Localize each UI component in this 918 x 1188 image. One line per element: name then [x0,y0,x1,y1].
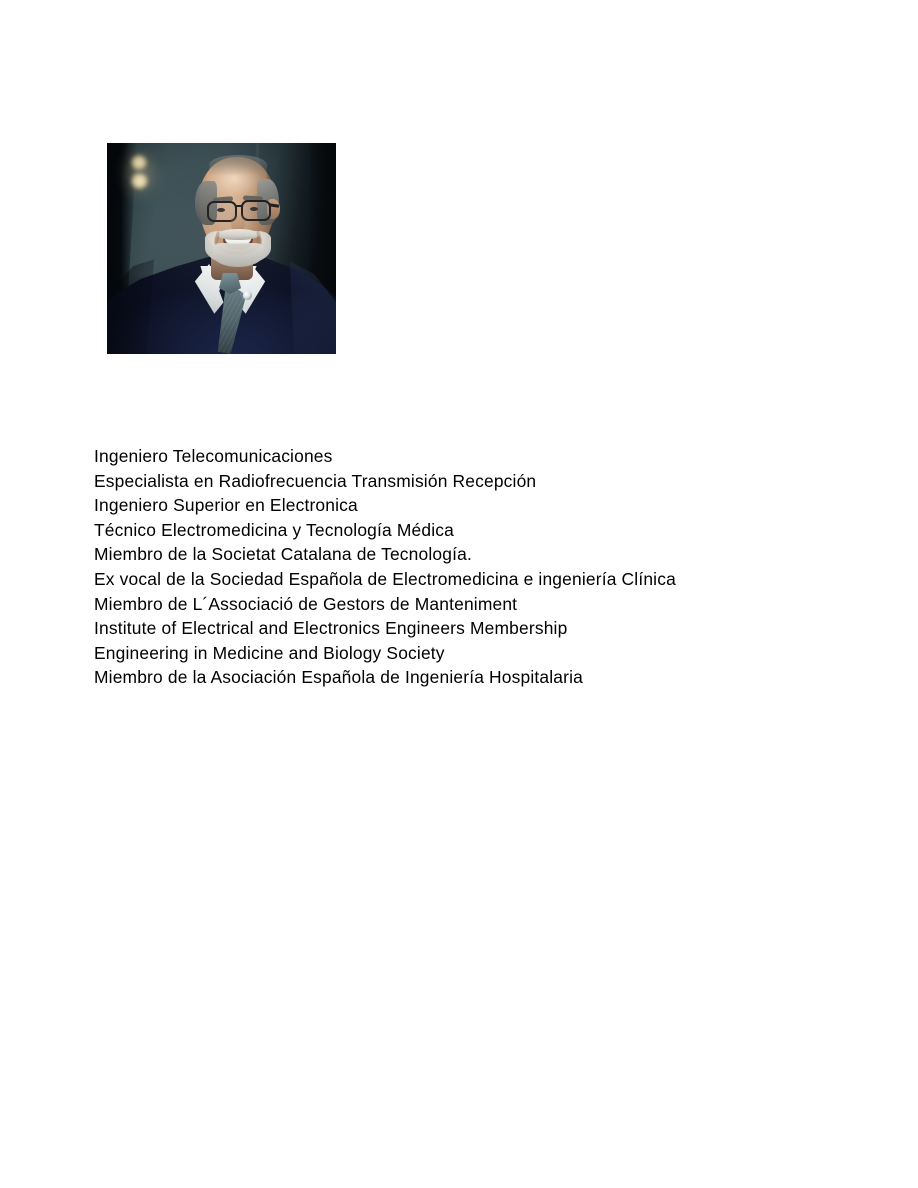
credential-line: Especialista en Radiofrecuencia Transmisión Recepción [94,470,537,491]
lamp-light-lower [131,173,148,189]
credential-line: Engineering in Medicine and Biology Society [94,642,445,663]
credential-line: Miembro de L´Associació de Gestors de Manteniment [94,593,518,614]
eyeglasses-bridge [236,205,243,207]
eyeglasses-lens-right [241,200,271,221]
mustache [217,229,259,240]
credential-line: Ingeniero Superior en Electronica [94,495,358,516]
beard-chin [213,243,263,267]
credential-line: Técnico Electromedicina y Tecnología Médica [94,519,454,540]
credential-line: Ex vocal de la Sociedad Española de Electromedicina e ingeniería Clínica [94,568,676,589]
credential-line: Institute of Electrical and Electronics Engineers Membership [94,618,568,639]
credentials-list [94,444,854,690]
credential-line: Ingeniero Telecomunicaciones [94,446,333,466]
lapel-pin [243,291,252,300]
credential-line: Miembro de la Asociación Española de Ingeniería Hospitalaria [94,667,583,688]
lamp-light-upper [131,155,147,170]
portrait-photo [107,143,336,354]
hair-top [209,155,267,175]
credential-line: Miembro de la Societat Catalana de Tecnología. [94,544,472,565]
